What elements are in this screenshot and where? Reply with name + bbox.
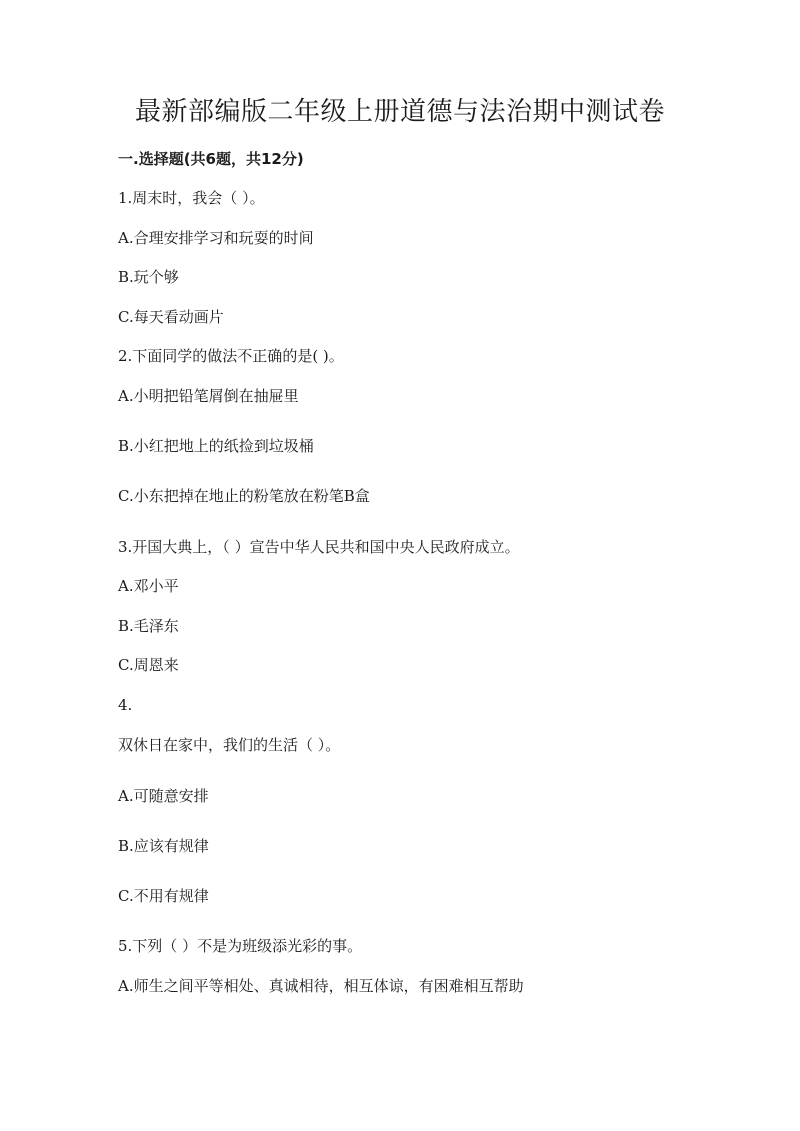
question-3-option-c: C.周恩来 <box>118 656 179 674</box>
question-1-option-b: B.玩个够 <box>118 268 179 286</box>
question-1-option-c: C.每天看动画片 <box>118 308 224 326</box>
question-4-number: 4. <box>118 696 133 714</box>
question-5-option-a: A.师生之间平等相处、真诚相待，相互体谅，有困难相互帮助 <box>118 977 524 995</box>
question-2-option-c: C.小东把掉在地止的粉笔放在粉笔B盒 <box>118 487 370 505</box>
question-4-option-c: C.不用有规律 <box>118 887 209 905</box>
question-4-stem: 双休日在家中，我们的生活（ ）。 <box>118 736 341 754</box>
question-5-stem: 5.下列（ ）不是为班级添光彩的事。 <box>118 937 363 955</box>
question-2-option-a: A.小明把铅笔屑倒在抽屉里 <box>118 387 299 405</box>
question-2-option-b: B.小红把地上的纸捡到垃圾桶 <box>118 437 314 455</box>
question-3-stem: 3.开国大典上，（ ）宣告中华人民共和国中央人民政府成立。 <box>118 538 520 556</box>
page-title: 最新部编版二年级上册道德与法治期中测试卷 <box>134 97 665 127</box>
question-3-option-a: A.邓小平 <box>118 577 179 595</box>
section-heading: 一.选择题(共6题，共12分) <box>118 150 304 168</box>
question-1-option-a: A.合理安排学习和玩耍的时间 <box>118 229 314 247</box>
question-3-option-b: B.毛泽东 <box>118 617 179 635</box>
question-1-stem: 1.周末时，我会（ ）。 <box>118 189 265 207</box>
question-4-option-a: A.可随意安排 <box>118 787 209 805</box>
question-2-stem: 2.下面同学的做法不正确的是( )。 <box>118 347 344 365</box>
question-4-option-b: B.应该有规律 <box>118 837 209 855</box>
